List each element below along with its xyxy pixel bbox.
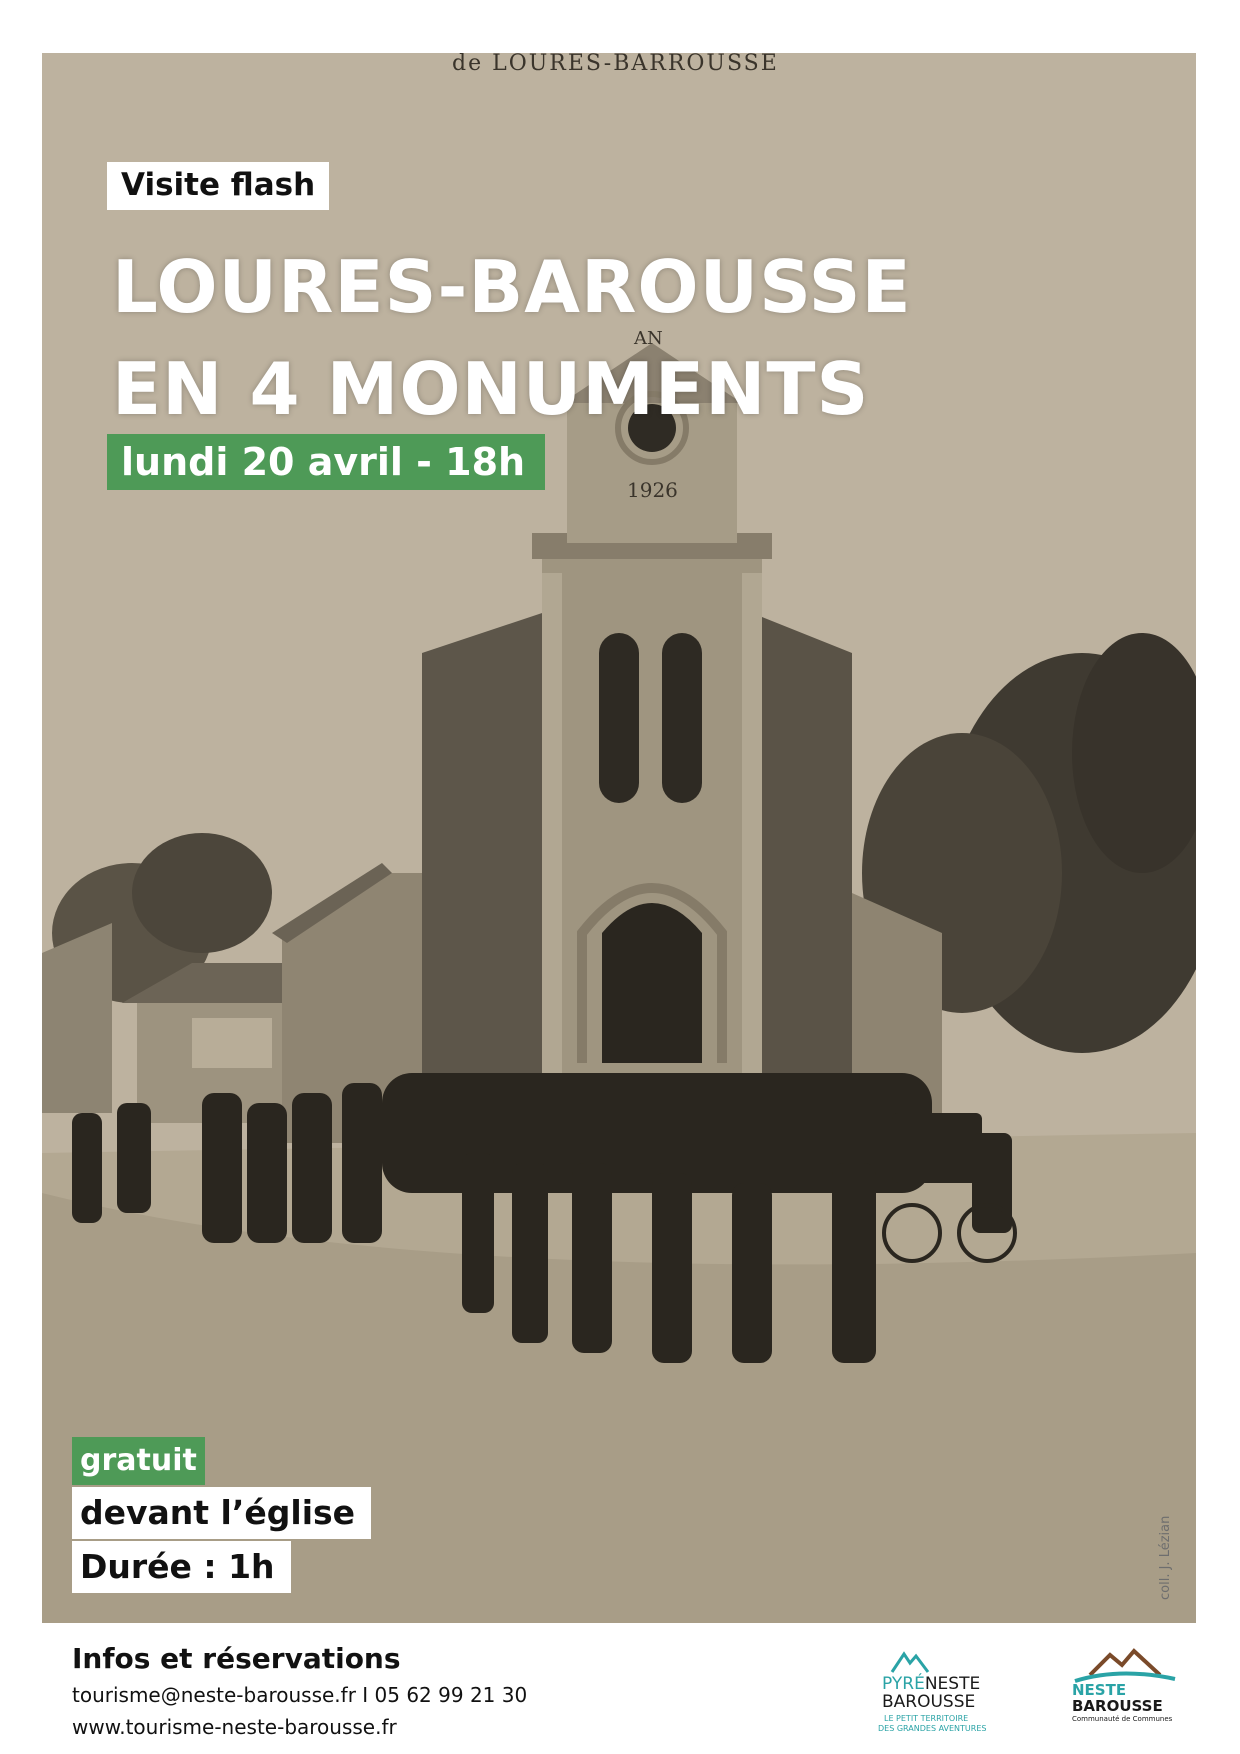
photo-header-text: de LOURES-BARROUSSE	[452, 53, 779, 76]
visit-type-tag: Visite flash	[107, 162, 329, 210]
title-line-2: EN 4 MONUMENTS	[112, 347, 870, 431]
footer-contact: tourisme@neste-barousse.fr I 05 62 99 21 30	[72, 1683, 528, 1707]
logo1-barousse: BAROUSSE	[882, 1692, 976, 1712]
event-title	[112, 236, 912, 440]
mountain-icon	[890, 1650, 930, 1674]
footer-website: www.tourisme-neste-barousse.fr	[72, 1715, 397, 1739]
pyreneste-logo	[870, 1650, 1010, 1740]
photo-year-text: 1926	[627, 478, 678, 502]
photo-credit: coll. J. Lézian	[1158, 1515, 1173, 1600]
mountain-wave-icon	[1070, 1645, 1180, 1685]
price-badge: gratuit	[72, 1437, 205, 1485]
photo-pediment-text: AN	[634, 328, 663, 349]
event-date: lundi 20 avril - 18h	[107, 434, 545, 490]
neste-barousse-logo	[1062, 1645, 1192, 1735]
logo1-tagline-2: DES GRANDES AVENTURES	[878, 1724, 987, 1733]
footer-heading: Infos et réservations	[72, 1642, 401, 1675]
logo1-pyre: PYRÉ	[882, 1674, 925, 1694]
logo1-tagline-1: LE PETIT TERRITOIRE	[884, 1714, 969, 1723]
logo1-neste: NESTE	[924, 1674, 981, 1694]
logo2-barousse: BAROUSSE	[1072, 1697, 1163, 1715]
title-line-1: LOURES-BAROUSSE	[112, 245, 912, 329]
meeting-location: devant l’église	[72, 1487, 371, 1539]
logo2-tagline: Communauté de Communes	[1072, 1715, 1173, 1723]
footer-info	[72, 1642, 527, 1739]
duration-label: Durée : 1h	[72, 1541, 291, 1593]
logo2-neste: NESTE	[1072, 1681, 1127, 1699]
